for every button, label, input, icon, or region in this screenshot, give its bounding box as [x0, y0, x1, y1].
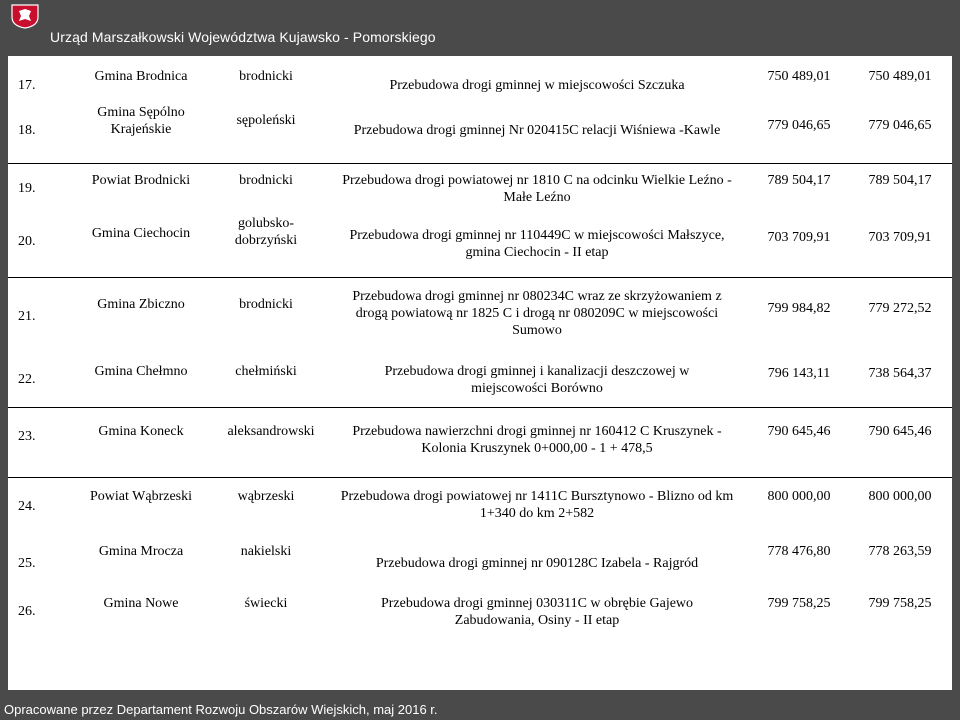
row-description: Przebudowa drogi gminnej nr 110449C w miejscowości Małszyce, gmina Ciechocin - II etap: [349, 228, 725, 260]
row-number: 21.: [18, 309, 36, 324]
row-description: Przebudowa nawierzchni drogi gminnej nr 160412 C Kruszynek - Kolonia Kruszynek 0+000,00 - 1 + 478,5: [352, 424, 722, 456]
row-powiat: aleksandrowski: [227, 424, 315, 439]
row-number: 23.: [18, 429, 36, 444]
row-gmina: Gmina Mrocza: [98, 544, 184, 559]
row-powiat: brodnicki: [239, 173, 293, 188]
row-powiat: świecki: [244, 596, 288, 611]
row-number: 24.: [18, 499, 36, 514]
table-row: [8, 477, 952, 539]
row-powiat: nakielski: [240, 544, 292, 559]
row-description: Przebudowa drogi gminnej 030311C w obrębie Gajewo Zabudowania, Osiny - II etap: [380, 596, 694, 628]
row-value-1: 796 143,11: [767, 366, 831, 381]
row-gmina: Gmina Koneck: [98, 424, 184, 439]
row-number: 17.: [18, 78, 36, 93]
row-number: 22.: [18, 372, 36, 387]
row-gmina: Powiat Wąbrzeski: [90, 489, 192, 504]
row-value-2: 738 564,37: [868, 366, 932, 381]
row-value-2: 778 263,59: [868, 544, 932, 559]
row-value-1: 799 984,82: [767, 301, 831, 316]
row-value-1: 800 000,00: [767, 489, 831, 504]
row-gmina: Gmina Ciechocin: [91, 226, 191, 241]
row-number: 19.: [18, 181, 36, 196]
row-description: Przebudowa drogi gminnej w miejscowości Szczuka: [389, 78, 685, 93]
header-title: Urząd Marszałkowski Województwa Kujawsko - Pomorskiego: [50, 29, 436, 45]
row-value-2: 703 709,91: [868, 230, 932, 245]
row-description: Przebudowa drogi gminnej Nr 020415C relacji Wiśniewa -Kawle: [353, 123, 721, 138]
row-description: Przebudowa drogi powiatowej nr 1810 C na odcinku Wielkie Leźno - Małe Leźno: [342, 173, 732, 205]
row-value-2: 800 000,00: [868, 489, 932, 504]
row-powiat: sępoleński: [236, 113, 296, 128]
row-description: Przebudowa drogi gminnej i kanalizacji deszczowej w miejscowości Borówno: [384, 364, 690, 396]
row-number: 26.: [18, 604, 36, 619]
row-gmina: Powiat Brodnicki: [91, 173, 191, 188]
table-row: [8, 100, 952, 150]
table-row: [8, 207, 952, 277]
row-powiat: brodnicki: [239, 297, 293, 312]
table-row: [8, 539, 952, 591]
row-value-1: 779 046,65: [767, 118, 831, 133]
row-gmina: Gmina Nowe: [103, 596, 179, 611]
row-number: 20.: [18, 234, 36, 249]
row-description: Przebudowa drogi gminnej nr 090128C Izabela - Rajgród: [375, 556, 699, 571]
footer-band: [0, 690, 960, 720]
table-row: [8, 357, 952, 407]
row-value-2: 789 504,17: [868, 173, 932, 188]
row-powiat: chełmiński: [235, 364, 297, 379]
table-row: [8, 163, 952, 207]
row-value-1: 750 489,01: [767, 69, 831, 84]
row-number: 18.: [18, 123, 36, 138]
table-row: [8, 56, 952, 100]
row-gmina: Gmina Brodnica: [94, 69, 188, 84]
row-gmina: Gmina Chełmno: [94, 364, 188, 379]
footer-text: Opracowane przez Departament Rozwoju Obszarów Wiejskich, maj 2016 r.: [4, 702, 438, 717]
row-description: Przebudowa drogi powiatowej nr 1411C Bursztynowo - Blizno od km 1+340 do km 2+582: [340, 489, 734, 521]
row-value-2: 779 046,65: [868, 118, 932, 133]
row-gmina: Gmina Zbiczno: [97, 297, 185, 312]
table-area: [0, 56, 960, 690]
crest-icon: [10, 3, 40, 29]
row-value-2: 750 489,01: [868, 69, 932, 84]
row-value-2: 790 645,46: [868, 424, 932, 439]
row-value-1: 790 645,46: [767, 424, 831, 439]
table-row: [8, 277, 952, 357]
row-description: Przebudowa drogi gminnej nr 080234C wraz ze skrzyżowaniem z drogą powiatową nr 1825 C i drogą nr 080209C w miejscowości Sumowo: [352, 289, 722, 338]
row-value-1: 703 709,91: [767, 230, 831, 245]
row-powiat: golubsko-dobrzyński: [234, 216, 298, 248]
row-value-1: 789 504,17: [767, 173, 831, 188]
row-number: 25.: [18, 556, 36, 571]
row-powiat: wąbrzeski: [237, 489, 295, 504]
row-powiat: brodnicki: [239, 69, 293, 84]
row-value-1: 778 476,80: [767, 544, 831, 559]
row-value-1: 799 758,25: [767, 596, 831, 611]
header-band: [0, 0, 960, 56]
row-gmina: Gmina Sępólno Krajeńskie: [97, 105, 185, 137]
row-value-2: 779 272,52: [868, 301, 932, 316]
table-row: [8, 591, 952, 651]
table-row: [8, 407, 952, 467]
row-value-2: 799 758,25: [868, 596, 932, 611]
